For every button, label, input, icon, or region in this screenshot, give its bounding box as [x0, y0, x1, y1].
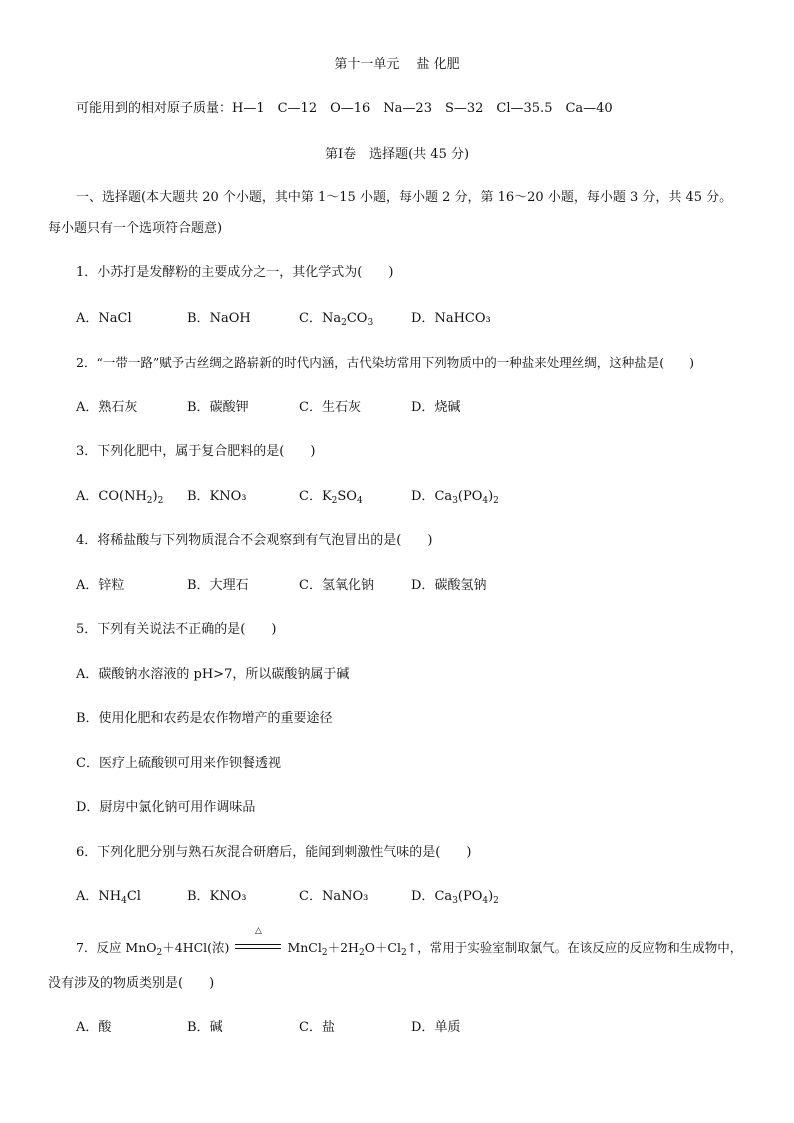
question-4-stem: 4．将稀盐酸与下列物质混合不会观察到有气泡冒出的是( )	[76, 533, 433, 548]
question-2-option-a[interactable]: A．熟石灰	[76, 400, 138, 415]
question-5-option-a[interactable]: A．碳酸钠水溶液的 pH>7，所以碳酸钠属于碱	[76, 667, 350, 682]
question-1-option-d[interactable]: D．NaHCO₃	[411, 311, 491, 326]
instructions-line-2: 每小题只有一个选项符合题意)	[48, 221, 223, 236]
question-3-option-a[interactable]: A．$CO(NH_2)_2$	[76, 489, 164, 506]
question-3-stem: 3．下列化肥中，属于复合肥料的是( )	[76, 444, 316, 459]
equals-bar-bottom	[235, 948, 281, 949]
question-7-stem: 7．反应 MnO$_2$＋4HCl(浓) △ $MnCl_2+2H_2O+Cl_2↑$，常用于实验室制取氯气。在该反应的反应物和生成物中，	[76, 926, 743, 958]
question-6-option-a[interactable]: A．$NH_4Cl$	[76, 889, 141, 906]
question-6-stem: 6．下列化肥分别与熟石灰混合研磨后，能闻到刺激性气味的是( )	[76, 845, 472, 860]
question-5-option-d[interactable]: D．厨房中氯化钠可用作调味品	[76, 800, 256, 815]
question-3-option-c[interactable]: C．$K_2SO_4$	[299, 489, 363, 506]
question-1-option-b[interactable]: B．NaOH	[187, 311, 251, 326]
question-1-option-a[interactable]: A．NaCl	[76, 311, 132, 326]
question-2-stem: 2．“一带一路”赋予古丝绸之路崭新的时代内涵，古代染坊常用下列物质中的一种盐来处理丝绸，这种盐是( )	[76, 355, 694, 370]
question-3-option-b[interactable]: B．KNO₃	[187, 489, 247, 504]
question-3-option-d[interactable]: D．$Ca_3(PO_4)_2$	[411, 489, 499, 506]
question-7-option-a[interactable]: A．酸	[76, 1020, 112, 1035]
question-6-option-c[interactable]: C．NaNO₃	[299, 889, 369, 904]
section-title: 第Ⅰ卷 选择题(共 45 分)	[324, 147, 470, 162]
question-5-option-c[interactable]: C．医疗上硫酸钡可用来作钡餐透视	[76, 756, 281, 771]
question-6-option-d[interactable]: D．$Ca_3(PO_4)_2$	[411, 889, 499, 906]
question-5-option-b[interactable]: B．使用化肥和农药是农作物增产的重要途径	[76, 711, 333, 726]
question-1-option-c[interactable]: C．$Na_2CO_3$	[299, 311, 374, 328]
equals-bar-top	[235, 944, 281, 945]
question-2-option-c[interactable]: C．生石灰	[299, 400, 361, 415]
question-7-option-d[interactable]: D．单质	[411, 1020, 461, 1035]
question-5-stem: 5．下列有关说法不正确的是( )	[76, 622, 277, 637]
question-7-stem-line-2: 没有涉及的物质类别是( )	[48, 976, 215, 991]
question-4-option-d[interactable]: D．碳酸氢钠	[411, 578, 487, 593]
page-title: 第十一单元 盐 化肥	[334, 57, 460, 72]
atomic-masses: 可能用到的相对原子质量：H—1 C—12 O—16 Na—23 S—32 Cl—35.5 Ca—40	[76, 101, 613, 116]
heat-triangle-icon: △	[254, 926, 262, 936]
question-4-option-a[interactable]: A．锌粒	[76, 578, 125, 593]
question-1-stem: 1．小苏打是发酵粉的主要成分之一，其化学式为( )	[76, 265, 394, 280]
question-2-option-b[interactable]: B．碳酸钾	[187, 400, 249, 415]
reaction-condition	[235, 926, 281, 954]
instructions-line-1: 一、选择题(本大题共 20 个小题，其中第 1～15 小题，每小题 2 分，第 16～20 小题，每小题 3 分，共 45 分。	[76, 190, 733, 205]
question-2-option-d[interactable]: D．烧碱	[411, 400, 461, 415]
question-4-option-c[interactable]: C．氢氧化钠	[299, 578, 374, 593]
question-6-option-b[interactable]: B．KNO₃	[187, 889, 247, 904]
question-4-option-b[interactable]: B．大理石	[187, 578, 249, 593]
question-7-option-b[interactable]: B．碱	[187, 1020, 223, 1035]
question-7-option-c[interactable]: C．盐	[299, 1020, 335, 1035]
